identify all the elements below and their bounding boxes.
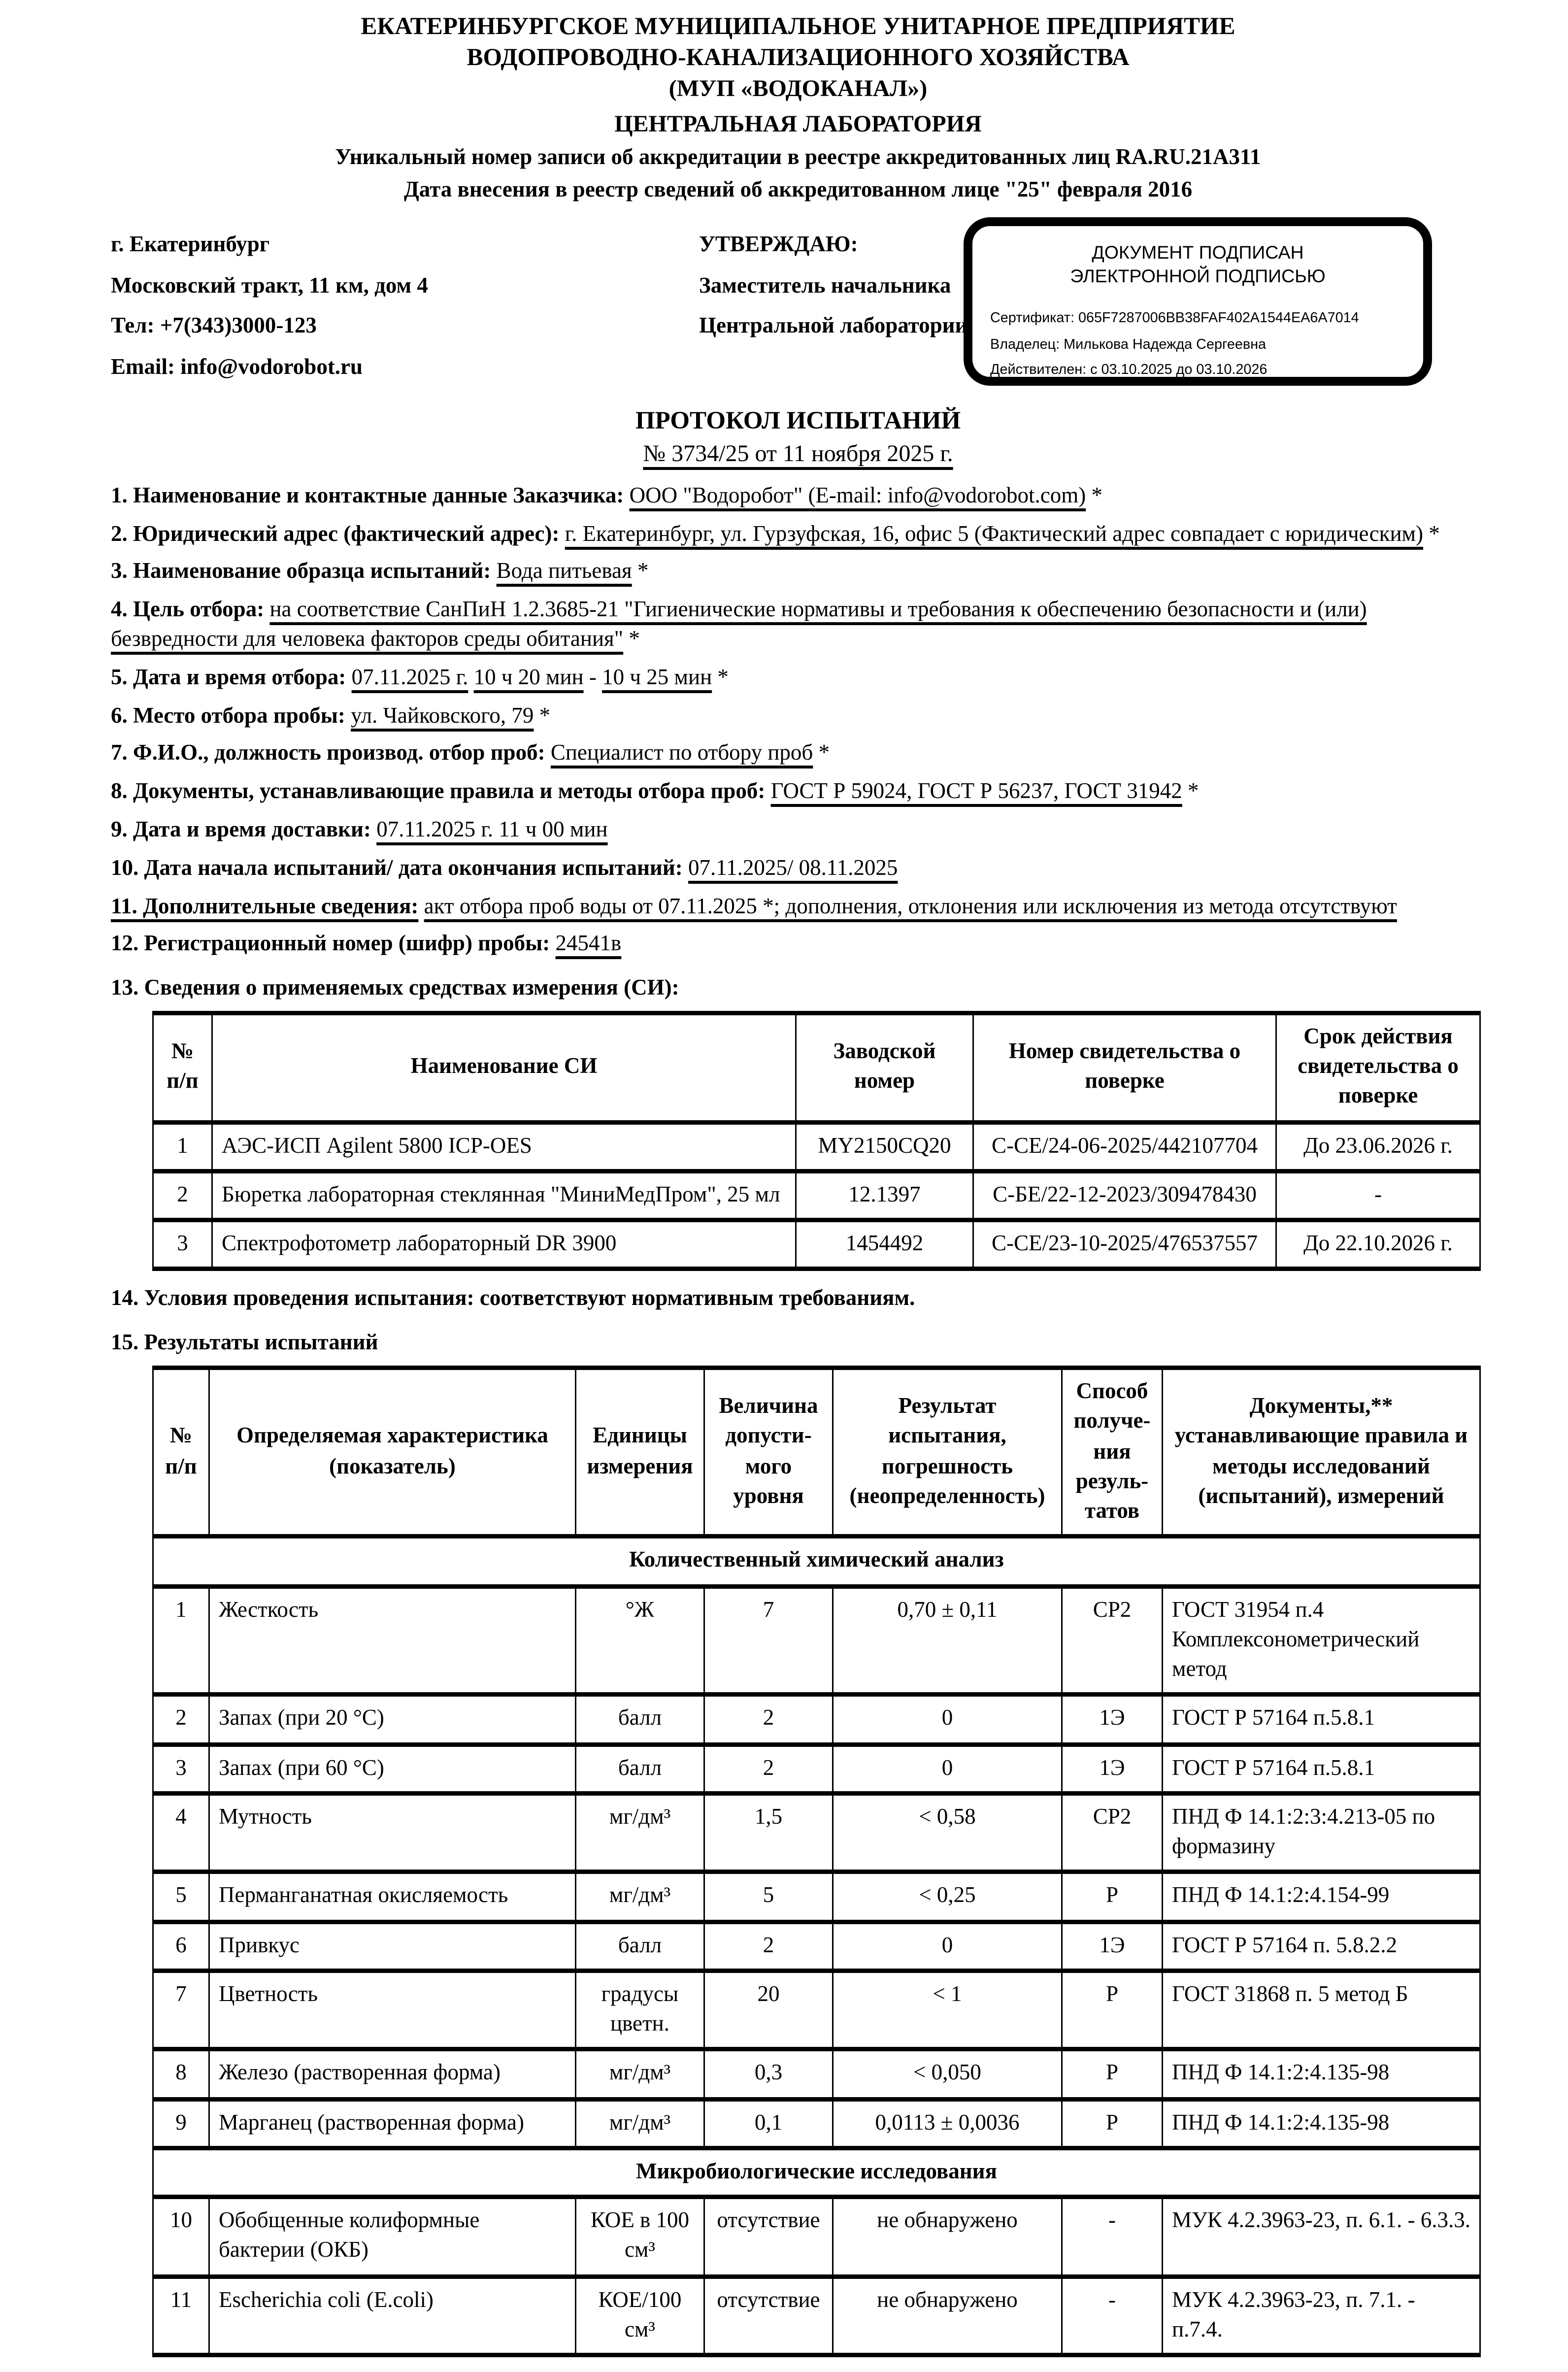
cell-method-way: - bbox=[1062, 2197, 1163, 2276]
cell-units: градусы цветн. bbox=[576, 1971, 704, 2050]
cell-method-way: Р bbox=[1062, 2049, 1163, 2099]
cell-num: 2 bbox=[153, 1171, 212, 1220]
cell-num: 1 bbox=[153, 1122, 212, 1171]
item-sampling-docs: 8. Документы, устанавливающие правила и методы отбора проб: ГОСТ Р 59024, ГОСТ Р 56237, ГОСТ 31942 * bbox=[111, 780, 1199, 804]
col-documents: Документы,** устанавливающие правила и методы исследований (испытаний), измерений bbox=[1163, 1368, 1480, 1537]
cell-result: < 0,050 bbox=[833, 2049, 1062, 2099]
stamp-certificate: Сертификат: 065F7287006BB38FAF402A1544EA6A7014 bbox=[990, 310, 1359, 327]
table-row bbox=[153, 2099, 1480, 2148]
cell-result: 0 bbox=[833, 1695, 1062, 1744]
stamp-title: ДОКУМЕНТ ПОДПИСАН ЭЛЕКТРОННОЙ ПОДПИСЬЮ bbox=[1070, 242, 1326, 287]
cell-result: 0 bbox=[833, 1744, 1062, 1793]
cell-method-way: Р bbox=[1062, 1971, 1163, 2050]
item-test-conditions: 14. Условия проведения испытания: соответствуют нормативным требованиям. bbox=[111, 1288, 915, 1312]
table-row bbox=[153, 1971, 1480, 2050]
si-col-num: № п/п bbox=[153, 1013, 212, 1122]
cell-documents: МУК 4.2.3963-23, п. 6.1. - 6.3.3. bbox=[1163, 2197, 1480, 2276]
cell-documents: ГОСТ Р 57164 п. 5.8.2.2 bbox=[1163, 1921, 1480, 1971]
col-method-way: Способ получе-ния резуль-татов bbox=[1062, 1368, 1163, 1537]
lab-name: ЦЕНТРАЛЬНАЯ ЛАБОРАТОРИЯ bbox=[614, 112, 982, 138]
cell-name: АЭС-ИСП Agilent 5800 ICP-OES bbox=[212, 1122, 796, 1171]
item-customer: 1. Наименование и контактные данные Заказчика: ООО "Водоробот" (E-mail: info@vodorobot.com) * bbox=[111, 484, 1103, 508]
cell-allowed-level: 5 bbox=[704, 1872, 833, 1921]
cell-num: 8 bbox=[153, 2049, 209, 2099]
cell-allowed-level: 0,1 bbox=[704, 2099, 833, 2148]
cell-result: не обнаружено bbox=[833, 2276, 1062, 2355]
cell-units: °Ж bbox=[576, 1586, 704, 1695]
cell-method-way: 1Э bbox=[1062, 1921, 1163, 1971]
cell-allowed-level: отсутствие bbox=[704, 2197, 833, 2276]
contact-block bbox=[111, 226, 428, 390]
org-name-line2: ВОДОПРОВОДНО-КАНАЛИЗАЦИОННОГО ХОЗЯЙСТВА bbox=[467, 42, 1130, 70]
approval-line1: Заместитель начальника bbox=[699, 274, 951, 298]
col-result: Результат испытания, погрешность (неопределенность) bbox=[833, 1368, 1062, 1537]
cell-num: 1 bbox=[153, 1586, 209, 1695]
cell-method-way: 1Э bbox=[1062, 1695, 1163, 1744]
org-name-line1: ЕКАТЕРИНБУРГСКОЕ МУНИЦИПАЛЬНОЕ УНИТАРНОЕ ПРЕДПРИЯТИЕ bbox=[361, 12, 1235, 40]
table-row bbox=[153, 1171, 1480, 1220]
digital-signature-stamp bbox=[964, 217, 1432, 385]
cell-allowed-level: 2 bbox=[704, 1744, 833, 1793]
cell-method-way: 1Э bbox=[1062, 1744, 1163, 1793]
results-caption: 15. Результаты испытаний bbox=[111, 1332, 378, 1356]
cell-method-way: - bbox=[1062, 2276, 1163, 2355]
cell-result: 0,70 ± 0,11 bbox=[833, 1586, 1062, 1695]
table-row bbox=[153, 2049, 1480, 2099]
header-columns bbox=[111, 217, 1485, 397]
cell-documents: ГОСТ Р 57164 п.5.8.1 bbox=[1163, 1744, 1480, 1793]
cell-result: < 0,58 bbox=[833, 1793, 1062, 1872]
item-additional-info: 11. Дополнительные сведения: акт отбора проб воды от 07.11.2025 *; дополнения, отклонения или исключения из метода отсутствуют bbox=[111, 895, 1397, 919]
contact-city: г. Екатеринбург bbox=[111, 233, 270, 257]
cell-characteristic: Цветность bbox=[209, 1971, 576, 2050]
cell-documents: ГОСТ 31868 п. 5 метод Б bbox=[1163, 1971, 1480, 2050]
cell-result: 0,0113 ± 0,0036 bbox=[833, 2099, 1062, 2148]
accreditation-date: Дата внесения в реестр сведений об аккредитованном лице "25" февраля 2016 bbox=[403, 179, 1193, 202]
cell-characteristic: Привкус bbox=[209, 1921, 576, 1971]
table-row bbox=[153, 1695, 1480, 1744]
cell-characteristic: Запах (при 60 °С) bbox=[209, 1744, 576, 1793]
col-units: Единицы измерения bbox=[576, 1368, 704, 1537]
cell-method-way: СР2 bbox=[1062, 1793, 1163, 1872]
cell-allowed-level: 1,5 bbox=[704, 1793, 833, 1872]
cell-num: 11 bbox=[153, 2276, 209, 2355]
cell-characteristic: Железо (растворенная форма) bbox=[209, 2049, 576, 2099]
cell-num: 3 bbox=[153, 1220, 212, 1270]
cell-units: КОЕ в 100 см³ bbox=[576, 2197, 704, 2276]
section-microbiological: Микробиологические исследования bbox=[153, 2148, 1480, 2197]
contact-street: Московский тракт, 11 км, дом 4 bbox=[111, 274, 428, 298]
cell-characteristic: Жесткость bbox=[209, 1586, 576, 1695]
cell-units: мг/дм³ bbox=[576, 2099, 704, 2148]
cell-result: не обнаружено bbox=[833, 2197, 1062, 2276]
cell-cert: С-СЕ/23-10-2025/476537557 bbox=[973, 1220, 1276, 1270]
approval-line2: Центральной лаборатории bbox=[699, 315, 968, 339]
approval-block bbox=[699, 226, 968, 349]
stamp-owner: Владелец: Милькова Надежда Сергеевна bbox=[990, 336, 1267, 353]
item-sampling-place: 6. Место отбора пробы: ул. Чайковского, 79 * bbox=[111, 704, 551, 728]
table-row bbox=[153, 1872, 1480, 1921]
cell-units: балл bbox=[576, 1921, 704, 1971]
cell-characteristic: Escherichia coli (E.coli) bbox=[209, 2276, 576, 2355]
col-characteristic: Определяемая характеристика (показатель) bbox=[209, 1368, 576, 1537]
table-row bbox=[153, 1586, 1480, 1695]
approval-title: УТВЕРЖДАЮ: bbox=[699, 233, 858, 257]
item-registration-number: 12. Регистрационный номер (шифр) пробы: 24541в bbox=[111, 933, 622, 957]
cell-num: 3 bbox=[153, 1744, 209, 1793]
col-num: № п/п bbox=[153, 1368, 209, 1537]
cell-units: балл bbox=[576, 1744, 704, 1793]
cell-units: КОЕ/100 см³ bbox=[576, 2276, 704, 2355]
item-sampling-datetime: 5. Дата и время отбора: 07.11.2025 г. 10 ч 20 мин - 10 ч 25 мин * bbox=[111, 666, 729, 690]
si-table-caption: 13. Сведения о применяемых средствах измерения (СИ): bbox=[111, 977, 679, 1001]
table-row bbox=[153, 1122, 1480, 1171]
cell-characteristic: Запах (при 20 °С) bbox=[209, 1695, 576, 1744]
cell-allowed-level: 7 bbox=[704, 1586, 833, 1695]
cell-term: До 23.06.2026 г. bbox=[1276, 1122, 1480, 1171]
cell-num: 4 bbox=[153, 1793, 209, 1872]
protocol-number: № 3734/25 от 11 ноября 2025 г. bbox=[643, 441, 953, 467]
cell-method-way: СР2 bbox=[1062, 1586, 1163, 1695]
cell-units: мг/дм³ bbox=[576, 1793, 704, 1872]
cell-documents: ПНД Ф 14.1:2:4.135-98 bbox=[1163, 2099, 1480, 2148]
item-sampler: 7. Ф.И.О., должность производ. отбор проб: Специалист по отбору проб * bbox=[111, 742, 830, 766]
table-row bbox=[153, 1744, 1480, 1793]
section-chemical: Количественный химический анализ bbox=[153, 1537, 1480, 1586]
table-row bbox=[153, 2276, 1480, 2355]
cell-units: балл bbox=[576, 1695, 704, 1744]
document-header bbox=[111, 12, 1485, 205]
si-col-term: Срок действия свидетельства о поверке bbox=[1276, 1013, 1480, 1122]
table-row bbox=[153, 2197, 1480, 2276]
accreditation-number: Уникальный номер записи об аккредитации в реестре аккредитованных лиц RA.RU.21A311 bbox=[335, 146, 1261, 170]
si-table bbox=[152, 1011, 1481, 1272]
col-allowed-level: Величина допусти-мого уровня bbox=[704, 1368, 833, 1537]
page-title: ПРОТОКОЛ ИСПЫТАНИЙ bbox=[635, 406, 961, 434]
cell-cert: С-БЕ/22-12-2023/309478430 bbox=[973, 1171, 1276, 1220]
cell-allowed-level: отсутствие bbox=[704, 2276, 833, 2355]
cell-result: 0 bbox=[833, 1921, 1062, 1971]
cell-characteristic: Перманганатная окисляемость bbox=[209, 1872, 576, 1921]
cell-num: 10 bbox=[153, 2197, 209, 2276]
cell-num: 9 bbox=[153, 2099, 209, 2148]
cell-result: < 1 bbox=[833, 1971, 1062, 2050]
contact-email: Email: info@vodorobot.ru bbox=[111, 356, 363, 380]
item-delivery-datetime: 9. Дата и время доставки: 07.11.2025 г. 11 ч 00 мин bbox=[111, 818, 608, 842]
cell-units: мг/дм³ bbox=[576, 2049, 704, 2099]
cell-serial: 1454492 bbox=[796, 1220, 973, 1270]
si-col-cert: Номер свидетельства о поверке bbox=[973, 1013, 1276, 1122]
cell-documents: ГОСТ Р 57164 п.5.8.1 bbox=[1163, 1695, 1480, 1744]
cell-documents: ПНД Ф 14.1:2:4.135-98 bbox=[1163, 2049, 1480, 2099]
si-col-name: Наименование СИ bbox=[212, 1013, 796, 1122]
cell-cert: С-СЕ/24-06-2025/442107704 bbox=[973, 1122, 1276, 1171]
cell-result: < 0,25 bbox=[833, 1872, 1062, 1921]
cell-allowed-level: 2 bbox=[704, 1921, 833, 1971]
cell-characteristic: Мутность bbox=[209, 1793, 576, 1872]
results-header-row bbox=[153, 1368, 1480, 1537]
si-header-row bbox=[153, 1013, 1480, 1122]
cell-serial: 12.1397 bbox=[796, 1171, 973, 1220]
item-legal-address: 2. Юридический адрес (фактический адрес): г. Екатеринбург, ул. Гурзуфская, 16, офис 5 (Фактический адрес совпадает с юридическим) * bbox=[111, 522, 1440, 546]
cell-num: 6 bbox=[153, 1921, 209, 1971]
cell-num: 2 bbox=[153, 1695, 209, 1744]
item-test-dates: 10. Дата начала испытаний/ дата окончания испытаний: 07.11.2025/ 08.11.2025 bbox=[111, 857, 898, 881]
cell-allowed-level: 2 bbox=[704, 1695, 833, 1744]
si-col-serial: Заводской номер bbox=[796, 1013, 973, 1122]
cell-documents: ПНД Ф 14.1:2:4.154-99 bbox=[1163, 1872, 1480, 1921]
org-name-line3: (МУП «ВОДОКАНАЛ») bbox=[668, 77, 928, 102]
stamp-details bbox=[990, 306, 1405, 383]
cell-characteristic: Марганец (растворенная форма) bbox=[209, 2099, 576, 2148]
cell-term: До 22.10.2026 г. bbox=[1276, 1220, 1480, 1270]
cell-documents: ПНД Ф 14.1:2:3:4.213-05 по формазину bbox=[1163, 1793, 1480, 1872]
stamp-validity: Действителен: с 03.10.2025 до 03.10.2026 bbox=[990, 362, 1268, 378]
cell-term: - bbox=[1276, 1171, 1480, 1220]
item-sample-name: 3. Наименование образца испытаний: Вода питьевая * bbox=[111, 561, 649, 585]
cell-num: 7 bbox=[153, 1971, 209, 2050]
cell-characteristic: Обобщенные колиформные бактерии (ОКБ) bbox=[209, 2197, 576, 2276]
contact-phone: Тел: +7(343)3000-123 bbox=[111, 315, 317, 339]
item-sampling-purpose: 4. Цель отбора: на соответствие СанПиН 1.2.3685-21 "Гигиенические нормативы и требования к обеспечению безопасности и (или) безвредности для человека факторов среды обитания" * bbox=[111, 599, 1367, 652]
cell-allowed-level: 20 bbox=[704, 1971, 833, 2050]
cell-serial: MY2150CQ20 bbox=[796, 1122, 973, 1171]
cell-method-way: Р bbox=[1062, 2099, 1163, 2148]
cell-name: Спектрофотометр лабораторный DR 3900 bbox=[212, 1220, 796, 1270]
cell-num: 5 bbox=[153, 1872, 209, 1921]
cell-method-way: Р bbox=[1062, 1872, 1163, 1921]
cell-documents: МУК 4.2.3963-23, п. 7.1. - п.7.4. bbox=[1163, 2276, 1480, 2355]
table-row bbox=[153, 1220, 1480, 1270]
table-row bbox=[153, 1793, 1480, 1872]
cell-units: мг/дм³ bbox=[576, 1872, 704, 1921]
results-table bbox=[152, 1366, 1481, 2357]
table-row bbox=[153, 1921, 1480, 1971]
cell-name: Бюретка лабораторная стеклянная "МиниМедПром", 25 мл bbox=[212, 1171, 796, 1220]
cell-allowed-level: 0,3 bbox=[704, 2049, 833, 2099]
cell-documents: ГОСТ 31954 п.4 Комплексонометрический метод bbox=[1163, 1586, 1480, 1695]
